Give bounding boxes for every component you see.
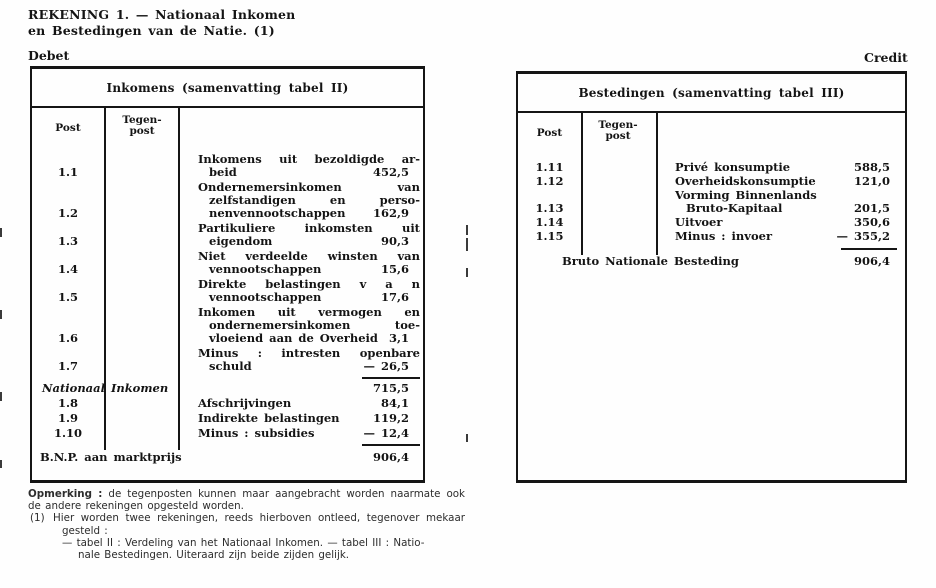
footnote-note1-text: Hier worden twee rekeningen, reeds hierboven ontleed, tegenover mekaar gesteld : (53, 512, 465, 537)
footnote-sub-line2: nale Bestedingen. Uiteraard zijn beide zijden gelijk. (78, 549, 350, 562)
column-header-tegenpost: Tegen-post (598, 119, 638, 142)
description-line: Inkomens uit bezoldigde ar- (198, 152, 420, 166)
amount: — 12,4 (363, 426, 409, 440)
description-line: vennootschappen (209, 290, 322, 304)
table-row (518, 161, 905, 174)
subtotal-amount: 715,5 (372, 381, 409, 395)
column-header-post: Post (536, 127, 563, 139)
post-number: 1.11 (535, 160, 564, 174)
table-row (518, 189, 905, 215)
amount: 588,5 (853, 160, 890, 174)
amount: 84,1 (380, 396, 409, 410)
document-title-line1: REKENING 1. — Nationaal Inkomen (28, 7, 296, 22)
total-amount: 906,4 (853, 254, 890, 268)
scan-artifact-mark (466, 434, 468, 442)
scan-artifact-mark (0, 228, 2, 237)
post-number: 1.1 (57, 165, 78, 179)
total-amount: 906,4 (372, 450, 409, 464)
amount: 90,3 (380, 234, 409, 248)
amount: 119,2 (372, 411, 409, 425)
table-row (32, 222, 423, 248)
document-title-line2: en Bestedingen van de Natie. (1) (28, 23, 275, 38)
total-label: B.N.P. aan marktprijs (40, 450, 182, 464)
footnote-note1-marker: (1) (30, 512, 45, 525)
debet-rows (32, 108, 423, 373)
amount: 121,0 (853, 174, 890, 188)
scan-artifact-mark (0, 310, 2, 319)
row-description (198, 306, 420, 345)
description-line: Minus : subsidies (198, 426, 315, 440)
amount: 162,9 (372, 206, 409, 220)
table-row (32, 250, 423, 276)
description-line: Indirekte belastingen (198, 411, 340, 425)
description-line: Bruto-Kapitaal (686, 201, 783, 215)
total-row (518, 255, 905, 268)
amount: — 26,5 (363, 359, 409, 373)
amount: 201,5 (853, 201, 890, 215)
post-number: 1.15 (535, 229, 564, 243)
description-line: Partikuliere inkomsten uit (198, 221, 420, 235)
table-row (32, 347, 423, 373)
post-number: 1.8 (57, 396, 78, 410)
footnote-opmerking-label: Opmerking : (28, 488, 103, 500)
amount: 350,6 (853, 215, 890, 229)
description-line: vloeiend aan de Overheid (209, 331, 378, 345)
description-line: Overheidskonsumptie (675, 174, 816, 188)
description-line: Minus : intresten openbare (198, 346, 420, 360)
debet-table-body (32, 108, 423, 464)
credit-side-label: Credit (864, 50, 908, 65)
description-line: Uitvoer (675, 215, 723, 229)
amount: 15,6 (380, 262, 409, 276)
subtotal-label: Nationaal Inkomen (42, 381, 169, 395)
scan-artifact-mark (466, 225, 468, 235)
post-number: 1.5 (57, 290, 78, 304)
description-line: nenvennootschappen (209, 206, 346, 220)
total-rule (841, 248, 897, 250)
description-line: Afschrijvingen (198, 396, 292, 410)
post-number: 1.12 (535, 174, 564, 188)
table-row (518, 175, 905, 188)
description-line: ondernemersinkomen toe- (209, 318, 420, 332)
post-number: 1.6 (57, 331, 78, 345)
description-line: Inkomen uit vermogen en (198, 305, 420, 319)
table-row (518, 216, 905, 229)
post-number: 1.3 (57, 234, 78, 248)
debet-side-label: Debet (28, 48, 70, 63)
footnote-note1-sub (28, 537, 465, 561)
description-line: Minus : invoer (675, 229, 773, 243)
post-number: 1.9 (57, 411, 78, 425)
credit-table-title: Bestedingen (samenvatting tabel III) (518, 74, 905, 113)
description-line: Privé konsumptie (675, 160, 791, 174)
table-row (32, 181, 423, 220)
description-line: Vorming Binnenlands (675, 188, 817, 202)
footnote-sub-line1: — tabel II : Verdeling van het Nationaal Inkomen. — tabel III : Natio- (62, 536, 425, 549)
description-line: vennootschappen (209, 262, 322, 276)
post-number: 1.13 (535, 201, 564, 215)
post-number: 1.2 (57, 206, 78, 220)
description-line: Niet verdeelde winsten van (198, 249, 420, 263)
footnote-note1 (28, 512, 465, 536)
description-line: beid (209, 165, 237, 179)
table-row (32, 306, 423, 345)
table-row (32, 427, 423, 440)
footnote-opmerking (28, 488, 465, 512)
scan-artifact-mark (0, 460, 2, 468)
table-row (32, 278, 423, 304)
footnote (28, 488, 465, 561)
post-number: 1.10 (53, 426, 82, 440)
amount: — 355,2 (836, 229, 890, 243)
amount: 17,6 (380, 290, 409, 304)
amount: 452,5 (372, 165, 409, 179)
table-row (32, 412, 423, 425)
credit-table (516, 71, 907, 483)
subtotal-row (32, 382, 423, 395)
debet-table (30, 66, 425, 483)
column-header-tegenpost: Tegen-post (122, 114, 162, 137)
debet-table-title: Inkomens (samenvatting tabel II) (32, 69, 423, 108)
amount: 3,1 (388, 331, 409, 345)
table-row (32, 397, 423, 410)
post-number: 1.14 (535, 215, 564, 229)
table-row (32, 153, 423, 179)
subtotal-rule (362, 377, 420, 379)
post-number: 1.4 (57, 262, 78, 276)
scan-artifact-mark (466, 268, 468, 277)
credit-table-body (518, 113, 905, 268)
scan-artifact-mark (466, 238, 468, 251)
description-line: zelfstandigen en perso- (209, 193, 420, 207)
description-line: schuld (209, 359, 252, 373)
total-label: Bruto Nationale Besteding (562, 254, 739, 268)
column-header-post: Post (55, 122, 81, 134)
post-number: 1.7 (57, 359, 78, 373)
description-line: Ondernemersinkomen van (198, 180, 420, 194)
total-row (32, 451, 423, 464)
document-title (28, 7, 295, 39)
scan-artifact-mark (0, 392, 2, 401)
footnote-opmerking-text: de tegenposten kunnen maar aangebracht worden naarmate ook de andere rekeningen opgesteld worden. (28, 488, 466, 513)
table-row (518, 230, 905, 243)
description-line: Direkte belastingen v a n (198, 277, 420, 291)
total-rule (362, 444, 420, 446)
debet-rows-secondary (32, 397, 423, 440)
description-line: eigendom (209, 234, 273, 248)
